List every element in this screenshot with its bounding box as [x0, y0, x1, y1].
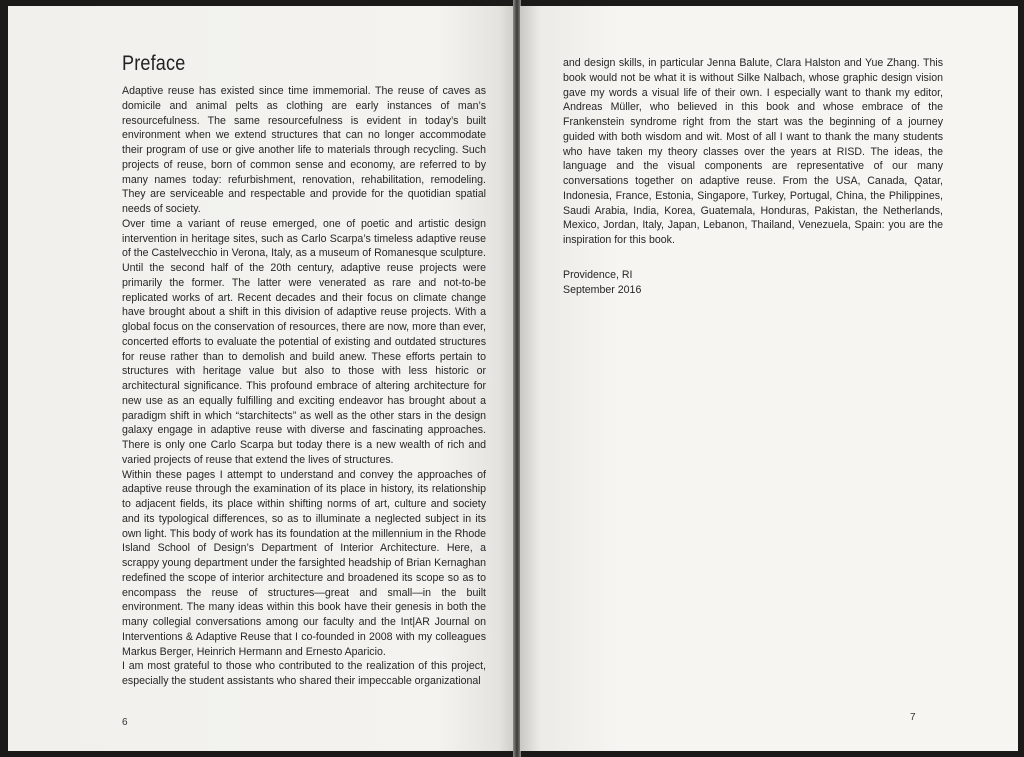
signature-block [563, 268, 641, 298]
page-title: Preface [122, 52, 186, 75]
signature-place: Providence, RI [563, 269, 633, 281]
preface-body [122, 84, 486, 689]
page-number-right: 7 [910, 712, 916, 723]
paragraph-2: Over time a variant of reuse emerged, one of poetic and artistic design intervention in heritage sites, such as Carlo Scarpa’s timeless adaptive reuse of the Castelvecchio in Verona, Italy, as a museum of Romanesque sculpture. Until the second half of the 20th century, adaptive reuse projects were primarily the former. The latter were venerated as rare and not-to-be replicated works of art. Recent decades and their focus on climate change have brought about a shift in this division of adaptive reuse projects. With a global focus on the conservation of resources, there are now, more than ever, concerted efforts to evaluate the potential of existing and outdated structures for reuse rather than to demolish and build anew. These efforts pertain to structures with heritage value but also to those with less historic or architectural significance. This profound embrace of altering architecture for new use as an equally fulfilling and exciting endeavor has brought about a paradigm shift in which “starchitects” as well as the other stars in the design galaxy engage in adaptive reuse with diverse and fascinating approaches. There is only one Carlo Scarpa but today there is a new wealth of rich and varied projects of reuse that extend the lives of structures. [122, 217, 486, 466]
paragraph-5: and design skills, in particular Jenna Balute, Clara Halston and Yue Zhang. This book would not be what it is without Silke Nalbach, whose graphic design vision gave my words a visual life of their own. I especially want to thank my editor, Andreas Müller, who believed in this book and whose embrace of the Frankenstein syndrome right from the start was the beginning of a journey guided with both wisdom and wit. Most of all I want to thank the many students who have taken my theory classes over the years at RISD. The ideas, the language and the visual components are representative of our many conversations together on adaptive reuse. From the USA, Canada, Qatar, Indonesia, France, Estonia, Singapore, Turkey, Portugal, China, the Philippines, Saudi Arabia, India, Korea, Guatemala, Honduras, Pakistan, the Netherlands, Mexico, Jordan, Italy, Japan, Lebanon, Thailand, Venezuela, Spain: you are the inspiration for this book. [563, 57, 943, 246]
signature-date: September 2016 [563, 284, 642, 296]
left-page [8, 6, 514, 751]
right-page [520, 6, 1018, 751]
page-number-left: 6 [122, 717, 128, 728]
paragraph-3: Within these pages I attempt to understand and convey the approaches of adaptive reuse through the examination of its place in history, its relationship to adjacent fields, its place within shifting norms of art, culture and society and its typological differences, so as to illuminate a neglected subject in its own light. This body of work has its foundation at the millennium in the Rhode Island School of Design’s Department of Interior Architecture. Here, a scrappy young department under the farsighted headship of Brian Kernaghan redefined the scope of interior architecture and broadened its scope so as to encompass the reuse of structures—great and small—in the built environment. The many ideas within this book have their genesis in both the many collegial conversations among our faculty and the Int|AR Journal on Interventions & Adaptive Reuse that I co-founded in 2008 with my colleagues Markus Berger, Heinrich Hermann and Ernesto Aparicio. [122, 468, 486, 658]
paragraph-1: Adaptive reuse has existed since time immemorial. The reuse of caves as domicile and animal pelts as clothing are early instances of man’s resourcefulness. The same resourcefulness is evident in today’s built environment when we extend structures that can no longer accommodate their program of use or give another life to materials through recycling. Such projects of reuse, born of common sense and economy, are referred to by many names today: refurbishment, renovation, rehabilitation, remodeling. They are serviceable and respectable and provide for the quotidian spatial needs of society. [122, 85, 486, 215]
paragraph-4: I am most grateful to those who contributed to the realization of this project, especially the student assistants who shared their impeccable organizational [122, 660, 486, 687]
preface-body-continued [563, 56, 943, 248]
